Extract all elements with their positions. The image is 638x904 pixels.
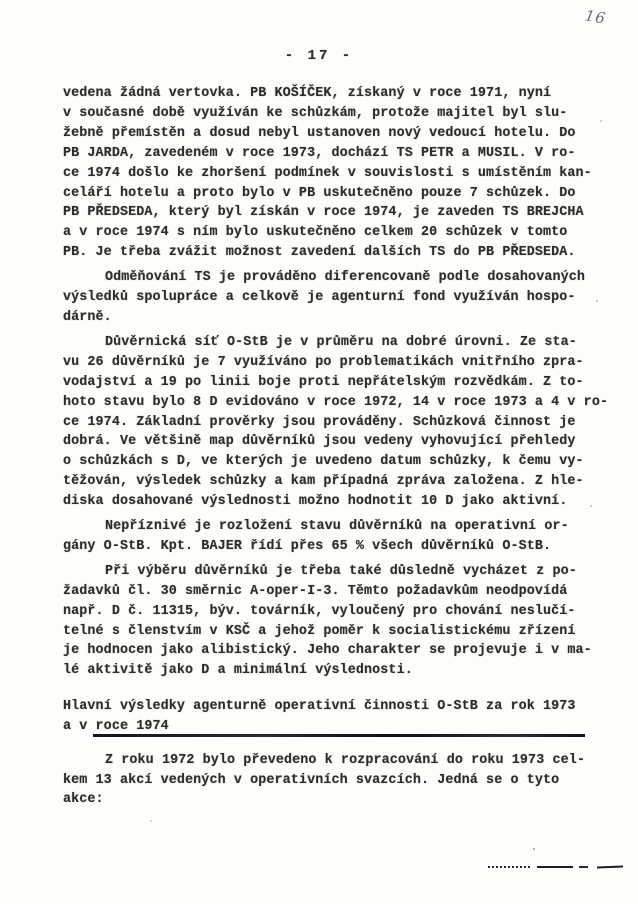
text-line: žebně přemístěn a dosud nebyl ustanoven nový vedoucí hotelu. Do <box>63 125 576 141</box>
scan-noise-dot <box>596 300 598 302</box>
text-line: a v roce 1974 s ním bylo uskutečněno celkem 20 schůzek v tomto <box>63 225 568 241</box>
text-line: PB. Je třeba zvážit možnost zavedení dalších TS do PB PŘEDSEDA. <box>63 245 576 261</box>
text-line: Z roku 1972 bylo převedeno k rozpracování do roku 1973 cel- <box>105 752 586 768</box>
heading-line: Hlavní výsledky agenturně operativní činnosti O-StB za rok 1973 <box>63 699 576 715</box>
text-line: PB JARDA, zavedeném v roce 1973, dochází TS PETR a MUSIL. V ro- <box>63 145 576 161</box>
text-line: telné s členstvím v KSČ a jehož poměr k socialistickému zřízení <box>63 623 576 639</box>
text-line: diska dosahované výslednosti možno hodnotit 10 D jako aktivní. <box>63 494 568 510</box>
text-line: ce 1974. Základní prověrky jsou prováděny. Schůzková činnost je <box>63 414 576 430</box>
page-number: - 17 - <box>284 48 354 64</box>
text-line: celáří hotelu a proto bylo v PB uskutečněno pouze 7 schůzek. Do <box>63 185 576 201</box>
text-line: akce: <box>63 792 104 808</box>
text-line: je hodnocen jako alibistický. Jeho charakter se projevuje i v ma- <box>63 643 592 659</box>
paragraph <box>63 562 592 681</box>
text-line: těžován, výsledek schůzky a kam případná zpráva založena. Z hle- <box>63 474 584 490</box>
text-line: lé aktivitě jako D a minimální výslednosti. <box>63 663 413 679</box>
paragraph <box>63 517 588 557</box>
text-line: kem 13 akcí vedených v operativních svazcích. Jedná se o tyto <box>63 772 560 788</box>
handwritten-corner-note: 16 <box>583 6 608 28</box>
text-line: Nepříznivé je rozložení stavu důvěrníků na operativní or- <box>105 519 569 535</box>
text-line: výsledků spolupráce a celkově je agenturní fond využíván hospo- <box>63 290 576 306</box>
text-line: v současné době využíván ke schůzkám, protože majitel byl slu- <box>63 105 568 121</box>
scan-noise-dot <box>590 505 592 507</box>
paragraph <box>63 333 609 512</box>
scan-noise-dot <box>533 848 535 850</box>
text-line: dobrá. Ve většině map důvěrníků jsou vedeny vyhovující přehledy <box>63 434 576 450</box>
scan-artifact-tick <box>579 866 588 868</box>
text-line: hoto stavu bylo 8 D evidováno v roce 1972, 14 v roce 1973 a 4 v ro- <box>63 394 609 410</box>
text-line: vodajství a 19 po linii boje proti nepřátelským rozvědkám. Z to- <box>63 374 584 390</box>
paragraph <box>63 751 588 811</box>
document-body <box>63 84 609 815</box>
scan-artifact-dashes <box>488 866 623 870</box>
text-line: Odměňování TS je prováděno diferencovaně podle dosahovaných <box>105 270 586 286</box>
text-line: např. D č. 11315, býv. továrník, vyloučený pro chování neslučí- <box>63 603 576 619</box>
text-line: vu 26 důvěrníků je 7 využíváno po problematikách vnitřního zpra- <box>63 354 584 370</box>
section-heading <box>63 697 588 736</box>
text-line: dárně. <box>63 309 112 325</box>
text-line: o schůzkách s D, ve kterých je uvedeno datum schůzky, k čemu vy- <box>63 454 584 470</box>
text-line: Důvěrnická síť O-StB je v průměru na dobré úrovni. Ze sta- <box>105 334 577 350</box>
scan-noise-dot <box>600 120 602 122</box>
paragraph <box>63 84 592 263</box>
text-line: Při výběru důvěrníků je třeba také důsledně vycházet z po- <box>105 563 577 579</box>
text-line: PB PŘEDSEDA, který byl získán v roce 1974, je zaveden TS BREJCHA <box>63 205 584 221</box>
scan-artifact-solid-segment <box>537 866 573 868</box>
paragraph <box>63 268 588 328</box>
text-line: gány O-StB. Kpt. BAJER řídí přes 65 % všech důvěrníků O-StB. <box>63 538 552 554</box>
scan-artifact-dotted-segment <box>488 866 530 868</box>
scan-noise-dot <box>150 820 152 822</box>
scan-noise-dot <box>250 672 252 674</box>
heading-line: a v roce 1974 <box>63 719 169 735</box>
text-line: žadavků čl. 30 směrnic A-oper-I-3. Těmto požadavkům neodpovídá <box>63 583 568 599</box>
text-line: vedena žádná vertovka. PB KOŠÍČEK, získaný v roce 1971, nyní <box>63 86 552 101</box>
scan-artifact-solid-segment <box>597 866 623 869</box>
text-line: ce 1974 došlo ke zhoršení podmínek v souvislosti s umístěním kan- <box>63 165 592 181</box>
